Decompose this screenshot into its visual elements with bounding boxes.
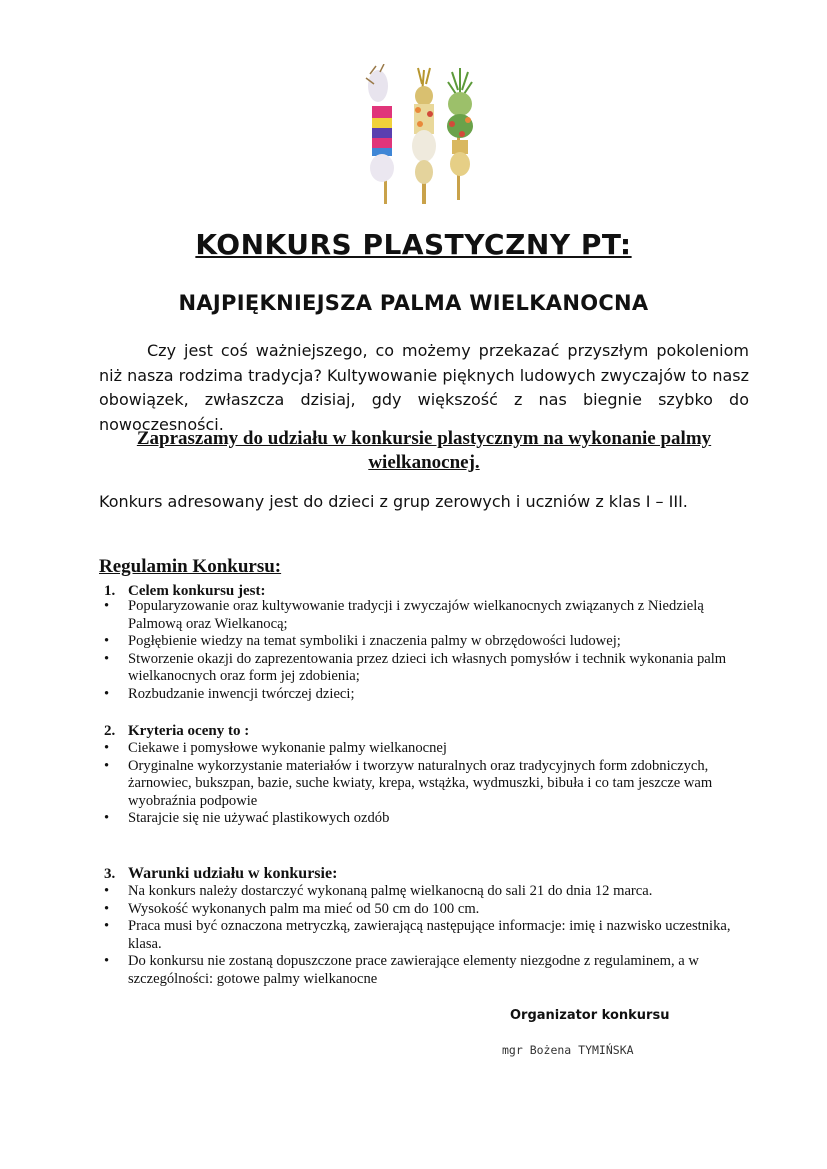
organizer-label: Organizator konkursu (510, 1008, 670, 1023)
section-title: Warunki udziału w konkursie: (128, 865, 338, 882)
section-number: 1. (104, 583, 116, 599)
organizer-name: mgr Bożena TYMIŃSKA (502, 1043, 634, 1057)
regulations-heading: Regulamin Konkursu: (99, 556, 282, 577)
section-title: Kryteria oceny to : (128, 723, 250, 739)
list-item: • Ciekawe i pomysłowe wykonanie palmy wielkanocnej (104, 740, 744, 758)
section-number: 2. (104, 723, 116, 739)
list-item: • Oryginalne wykorzystanie materiałów i tworzyw naturalnych oraz tradycyjnych form zdobniczych, żarnowiec, bukszpan, bazie, suche kwiaty, krepa, wstążka, wydmuszki, bibuła i co tam jeszcze wam wyobraźnia podpowie (104, 758, 744, 811)
audience-text: Konkurs adresowany jest do dzieci z grup zerowych i uczniów z klas I – III. (99, 492, 688, 511)
list-item: • Wysokość wykonanych palm ma mieć od 50 cm do 100 cm. (104, 901, 744, 919)
list-item: • Popularyzowanie oraz kultywowanie tradycji i zwyczajów wielkanocnych związanych z Niedzielą Palmową oraz Wielkanocą; (104, 598, 744, 633)
list-item: • Starajcie się nie używać plastikowych ozdób (104, 810, 744, 828)
section-heading (104, 865, 337, 883)
list-item: • Rozbudzanie inwencji twórczej dzieci; (104, 686, 744, 704)
section-heading (104, 723, 249, 740)
goals-list (104, 598, 744, 704)
conditions-list (104, 883, 744, 989)
list-item: • Pogłębienie wiedzy na temat symboliki i znaczenia palmy w obrzędowości ludowej; (104, 633, 744, 651)
intro-paragraph: Czy jest coś ważniejszego, co możemy przekazać przyszłym pokoleniom niż nasza rodzima tradycja? Kultywowanie pięknych ludowych zwyczajów to nasz obowiązek, zwłaszcza dzisiaj, gdy większość z nas biegnie szybko do nowoczesności. (99, 341, 749, 434)
section-title: Celem konkursu jest: (128, 583, 266, 599)
easter-palms-illustration (356, 64, 486, 206)
list-item: • Stworzenie okazji do zaprezentowania przez dzieci ich własnych pomysłów i technik wykonania palm wielkanocnych oraz form jej zdobienia; (104, 651, 744, 686)
criteria-list (104, 740, 744, 828)
list-item: • Do konkursu nie zostaną dopuszczone prace zawierające elementy niezgodne z regulaminem, a w szczególności: gotowe palmy wielkanocne (104, 953, 744, 988)
page-title: KONKURS PLASTYCZNY PT: (195, 228, 632, 261)
list-item: • Praca musi być oznaczona metryczką, zawierającą następujące informacje: imię i nazwisko uczestnika, klasa. (104, 918, 744, 953)
invitation-text: Zapraszamy do udziału w konkursie plastycznym na wykonanie palmy wielkanocnej. (136, 428, 712, 473)
contest-subtitle: NAJPIĘKNIEJSZA PALMA WIELKANOCNA (178, 291, 649, 315)
list-item: • Na konkurs należy dostarczyć wykonaną palmę wielkanocną do sali 21 do dnia 12 marca. (104, 883, 744, 901)
section-number: 3. (104, 866, 116, 882)
